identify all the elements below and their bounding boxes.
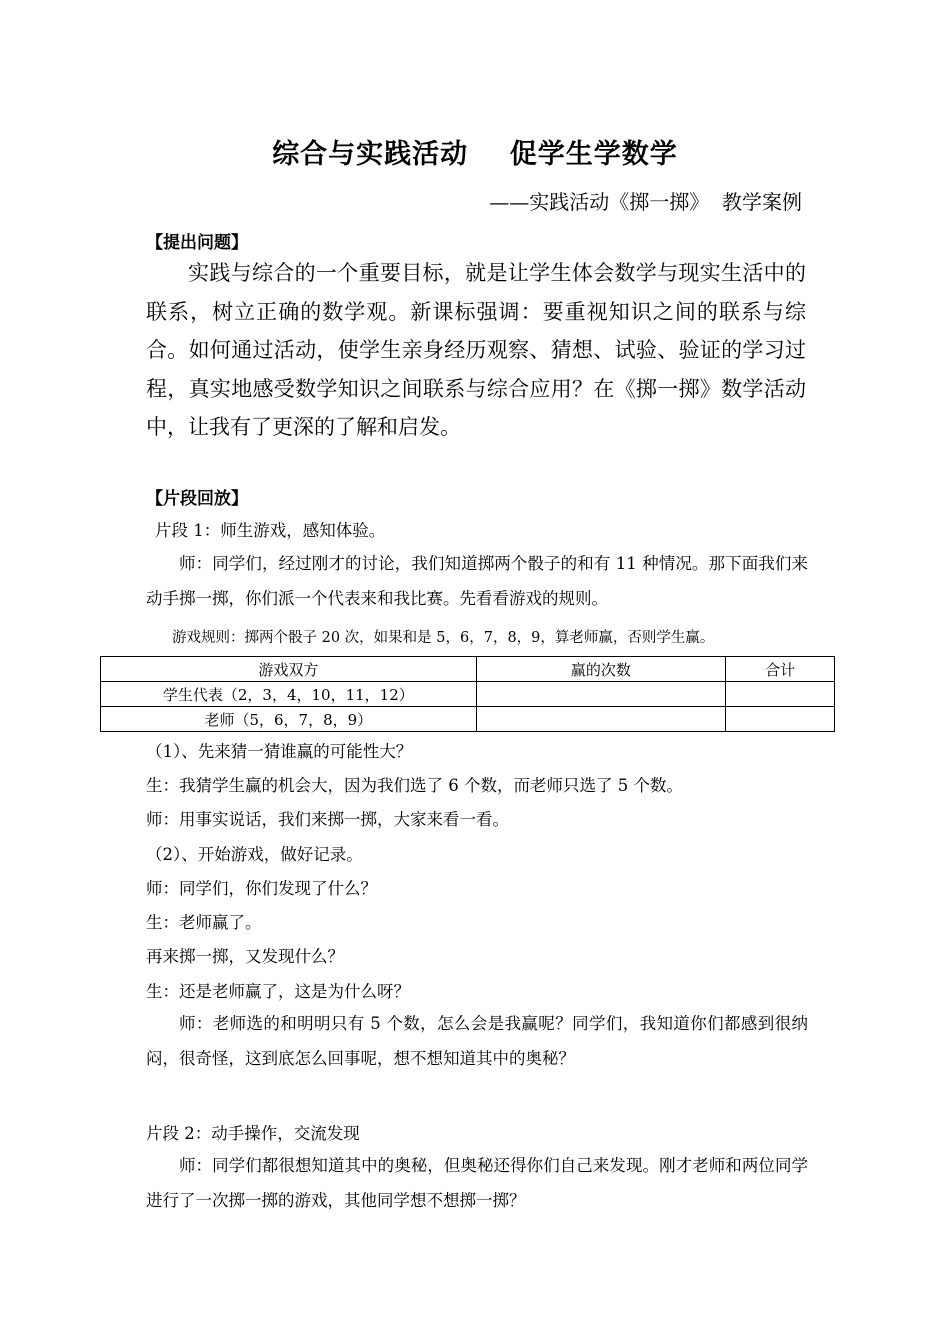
game-rule: 游戏规则：掷两个骰子 20 次，如果和是 5，6，7，8，9，算老师赢，否则学生赢。 <box>172 630 715 646</box>
table-header-cell: 赢的次数 <box>476 657 726 682</box>
segment-1-title: 片段 1：师生游戏，感知体验。 <box>155 521 386 540</box>
page-subtitle: ——实践活动《掷一掷》 教学案例 <box>489 190 802 214</box>
section-heading-replay: 【片段回放】 <box>146 489 248 509</box>
dialogue-line: 师：同学们，你们发现了什么？ <box>146 879 377 898</box>
segment-2-paragraph: 师：同学们都很想知道其中的奥秘，但奥秘还得你们自己来发现。刚才老师和两位同学进行了一次掷一掷的游戏，其他同学想不想掷一掷？ <box>146 1156 808 1210</box>
dialogue-line: 再来掷一掷，又发现什么？ <box>146 947 344 966</box>
table-cell <box>476 682 726 707</box>
table-cell <box>726 707 835 732</box>
intro-paragraph: 实践与综合的一个重要目标，就是让学生体会数学与现实生活中的联系，树立正确的数学观。新课标强调：要重视知识之间的联系与综合。如何通过活动，使学生亲身经历观察、猜想、试验、验证的学习过程，真实地感受数学知识之间联系与综合应用？在《掷一掷》数学活动中，让我有了更深的了解和启发。 <box>146 261 806 439</box>
table-cell: 学生代表（2，3，4，10，11，12） <box>101 682 477 707</box>
game-record-table <box>100 656 835 732</box>
dialogue-line: 生：老师赢了。 <box>146 913 262 932</box>
segment-2-title: 片段 2：动手操作，交流发现 <box>146 1124 360 1143</box>
table-header-cell: 游戏双方 <box>101 657 477 682</box>
segment-1-paragraph: 师：同学们，经过刚才的讨论，我们知道掷两个骰子的和有 11 种情况。那下面我们来动手掷一掷，你们派一个代表来和我比赛。先看看游戏的规则。 <box>146 554 808 608</box>
dialogue-line: （2）、开始游戏，做好记录。 <box>146 845 363 864</box>
table-header-row <box>101 657 835 682</box>
table-row <box>101 707 835 732</box>
dialogue-line: 生：还是老师赢了，这是为什么呀？ <box>146 982 410 1001</box>
table-cell <box>726 682 835 707</box>
table-row <box>101 682 835 707</box>
section-heading-raise-question: 【提出问题】 <box>146 233 248 253</box>
dialogue-line: （1）、先来猜一猜谁赢的可能性大？ <box>146 742 413 761</box>
dialogue-line: 师：用事实说话，我们来掷一掷，大家来看一看。 <box>146 810 509 829</box>
dialogue-line: 生：我猜学生赢的机会大，因为我们选了 6 个数，而老师只选了 5 个数。 <box>146 776 683 795</box>
table-header-cell: 合计 <box>726 657 835 682</box>
table-cell: 老师（5，6，7，8，9） <box>101 707 477 732</box>
teacher-puzzle-paragraph: 师：老师选的和明明只有 5 个数，怎么会是我赢呢？同学们，我知道你们都感到很纳闷，很奇怪，这到底怎么回事呢，想不想知道其中的奥秘？ <box>146 1014 808 1068</box>
table-cell <box>476 707 726 732</box>
page-title: 综合与实践活动 促学生学数学 <box>272 139 678 170</box>
